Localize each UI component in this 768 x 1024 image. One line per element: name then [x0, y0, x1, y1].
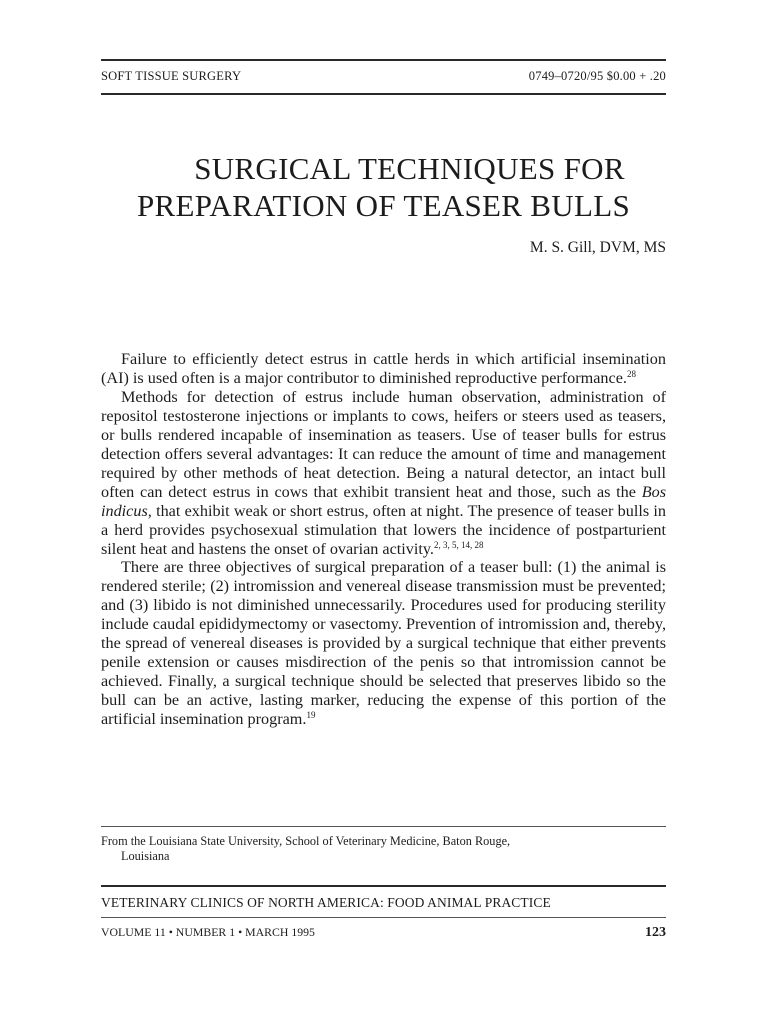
- paragraph-2-text-a: Methods for detection of estrus include human observation, administration of repositol testosterone injections or implants to cows, heifers or steers used as teasers, or bulls rendered incapable of insemination as teasers. Use of teaser bulls for estrus detection offers several advantages: It can reduce the amount of time and management required by other methods of heat detection. Being a natural detector, an intact bull often can detect estrus in cows that exhibit transient heat and those, such as the: [101, 387, 666, 501]
- citation-ref: 19: [306, 710, 316, 721]
- paragraph-3: [101, 558, 666, 729]
- citation-ref: 2, 3, 5, 14, 28: [433, 539, 484, 550]
- article-body: [101, 350, 666, 729]
- header-top-rule: [101, 59, 666, 61]
- issue-line: [101, 925, 666, 941]
- header-bottom-rule: [101, 93, 666, 95]
- footnote-rule: [101, 826, 666, 827]
- author-line: M. S. Gill, DVM, MS: [529, 239, 666, 256]
- page-number: 123: [645, 925, 666, 940]
- article-title: [101, 150, 666, 224]
- article-code: 0749–0720/95 $0.00 + .20: [528, 69, 666, 83]
- affiliation-line-2: Louisiana: [121, 849, 170, 863]
- title-line-1: SURGICAL TECHNIQUES FOR: [194, 151, 625, 186]
- paragraph-1-text: Failure to efficiently detect estrus in cattle herds in which artificial insemination (AI) is used often is a major contributor to diminished reproductive performance.: [101, 350, 666, 387]
- affiliation-footnote: [101, 834, 666, 864]
- title-line-2: PREPARATION OF TEASER BULLS: [136, 188, 630, 223]
- issue-info: VOLUME 11 • NUMBER 1 • MARCH 1995: [101, 925, 315, 939]
- affiliation-line-1: From the Louisiana State University, School of Veterinary Medicine, Baton Rouge,: [101, 834, 511, 848]
- paragraph-2-text-b: that exhibit weak or short estrus, often at night. The presence of teaser bulls in a herd provides psychosexual stimulation that lowers the incidence of postparturient silent heat and hastens the onset of ovarian activity.: [101, 501, 666, 558]
- journal-name: VETERINARY CLINICS OF NORTH AMERICA: FOOD ANIMAL PRACTICE: [101, 895, 551, 910]
- running-header: [101, 69, 666, 84]
- section-name: SOFT TISSUE SURGERY: [101, 69, 242, 83]
- paragraph-1: [101, 350, 666, 388]
- species-name: Bos indicus,: [101, 482, 666, 520]
- footer-mid-rule: [101, 917, 666, 918]
- paragraph-2: [101, 388, 666, 559]
- footer-top-rule: [101, 885, 666, 887]
- citation-ref: 28: [626, 368, 636, 379]
- paragraph-3-text: There are three objectives of surgical preparation of a teaser bull: (1) the animal is rendered sterile; (2) intromission and venereal disease transmission must be prevented; and (3) libido is not diminished unnecessarily. Procedures used for producing sterility include caudal epididymectomy or vasectomy. Prevention of intromission and, thereby, the spread of venereal diseases is provided by a surgical technique that either prevents penile extension or causes misdirection of the penis so that intromission cannot be achieved. Finally, a surgical technique should be selected that preserves libido so the bull can be an active, lasting marker, reducing the expense of this portion of the artificial insemination program.: [101, 558, 666, 729]
